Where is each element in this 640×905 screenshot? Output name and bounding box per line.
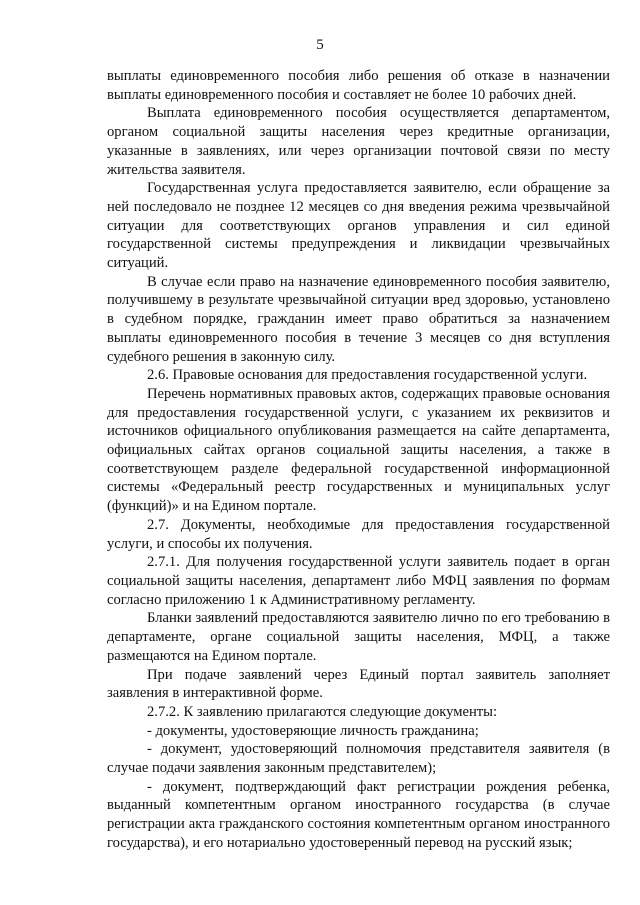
paragraph: выплаты единовременного пособия либо решения об отказе в назначении выплаты единовременного пособия и составляет не более 10 рабочих дней. <box>107 68 610 103</box>
paragraph: - документы, удостоверяющие личность гражданина; <box>147 722 479 739</box>
paragraph: Выплата единовременного пособия осуществляется департаментом, органом социальной защиты населения через кредитные организации, указанные в заявлениях, или через организации почтовой связи по месту жительства заявителя. <box>107 105 610 178</box>
paragraph: 2.7. Документы, необходимые для предоставления государственной услуги, и способы их получения. <box>107 516 610 552</box>
body-text <box>107 67 610 853</box>
paragraph: Бланки заявлений предоставляются заявителю лично по его требованию в департаменте, органе социальной защиты населения, МФЦ, а также размещаются на Едином портале. <box>107 610 610 664</box>
paragraph: - документ, подтверждающий факт регистрации рождения ребенка, выданный компетентным органом иностранного государства (в случае регистрации акта гражданского состояния компетентным органом иностранного государства), и его нотариально удостоверенный перевод на русский язык; <box>107 778 610 851</box>
paragraph: 2.7.1. Для получения государственной услуги заявитель подает в орган социальной защиты населения, департамент либо МФЦ заявления по формам согласно приложению 1 к Административному регламенту. <box>107 554 610 608</box>
page-number: 5 <box>316 37 324 53</box>
paragraph: 2.6. Правовые основания для предоставления государственной услуги. <box>147 367 588 384</box>
paragraph: При подаче заявлений через Единый портал заявитель заполняет заявления в интерактивной форме. <box>107 666 610 702</box>
paragraph: В случае если право на назначение единовременного пособия заявителю, получившему в результате чрезвычайной ситуации вред здоровью, установлено в судебном порядке, гражданин имеет право обратиться за назначением выплаты единовременного пособия в течение 3 месяцев со дня вступления судебного решения в законную силу. <box>107 273 610 365</box>
paragraph: 2.7.2. К заявлению прилагаются следующие документы: <box>147 703 498 720</box>
paragraph: - документ, удостоверяющий полномочия представителя заявителя (в случае подачи заявления законным представителем); <box>107 741 610 777</box>
paragraph: Государственная услуга предоставляется заявителю, если обращение за ней последовало не позднее 12 месяцев со дня введения режима чрезвычайной ситуации для соответствующих органов управления и сил единой государственной системы предупреждения и ликвидации чрезвычайных ситуаций. <box>107 180 610 272</box>
paragraph: Перечень нормативных правовых актов, содержащих правовые основания для предоставления государственной услуги, с указанием их реквизитов и источников официального опубликования размещается на сайте департамента, официальных сайтах органов социальной защиты населения, а также в соответствующем разделе федеральной государственной информационной системы «Федеральный реестр государственных и муниципальных услуг (функций)» и на Едином портале. <box>107 385 610 515</box>
